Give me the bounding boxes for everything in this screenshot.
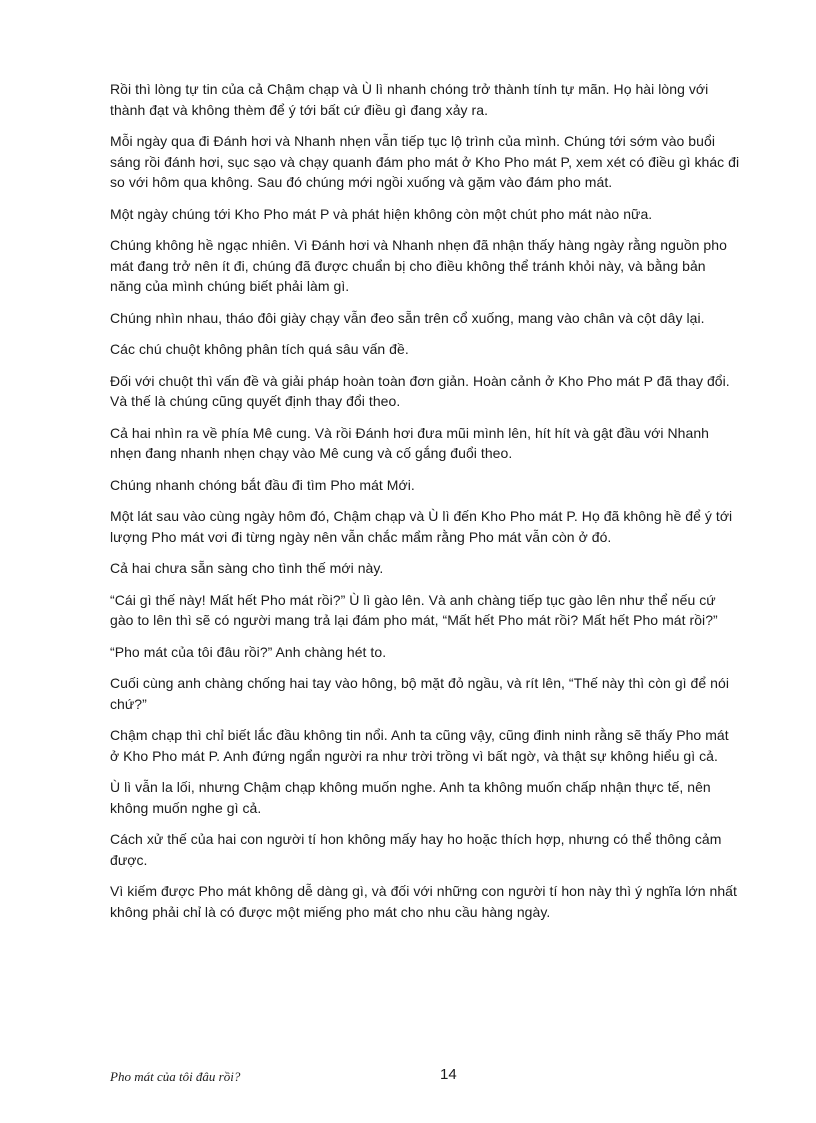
footer-book-title: Pho mát của tôi đâu rồi? <box>110 1069 241 1084</box>
paragraph: Chúng nhìn nhau, tháo đôi giày chạy vẫn đeo sẵn trên cổ xuống, mang vào chân và cột dây lại. <box>110 309 705 326</box>
paragraph: Các chú chuột không phân tích quá sâu vấn đề. <box>110 341 409 357</box>
paragraph: Vì kiếm được Pho mát không dễ dàng gì, và đối với những con người tí hon này thì ý nghĩa lớn nhất không phải chỉ là có được một miếng pho mát cho nhu cầu hàng ngày. <box>110 883 737 920</box>
paragraph: “Pho mát của tôi đâu rồi?” Anh chàng hét to. <box>110 643 387 660</box>
paragraph: Rồi thì lòng tự tin của cả Chậm chạp và Ù lì nhanh chóng trở thành tính tự mãn. Họ hài lòng với thành đạt và không thèm để ý tới bất cứ điều gì đang xảy ra. <box>110 81 709 118</box>
paragraph: Ù lì vẫn la lối, nhưng Chậm chạp không muốn nghe. Anh ta không muốn chấp nhận thực tế, nên không muốn nghe gì cả. <box>110 779 711 816</box>
paragraph: Cả hai nhìn ra về phía Mê cung. Và rồi Đánh hơi đưa mũi mình lên, hít hít và gật đầu với Nhanh nhẹn đang nhanh nhẹn chạy vào Mê cung và cố gắng đuổi theo. <box>110 424 709 461</box>
paragraph: Chúng nhanh chóng bắt đầu đi tìm Pho mát Mới. <box>110 476 415 493</box>
page-number: 14 <box>440 1066 457 1083</box>
paragraph: Cả hai chưa sẵn sàng cho tình thế mới này. <box>110 560 384 576</box>
body-text <box>110 79 740 933</box>
paragraph: Mỗi ngày qua đi Đánh hơi và Nhanh nhẹn vẫn tiếp tục lộ trình của mình. Chúng tới sớm vào buổi sáng rồi đánh hơi, sục sạo và chạy quanh đám pho mát ở Kho Pho mát P, xem xét có điều gì khác đi so với hôm qua không. Sau đó chúng mới ngồi xuống và gặm vào đám pho mát. <box>110 133 740 190</box>
paragraph: Cuối cùng anh chàng chống hai tay vào hông, bộ mặt đỏ ngầu, và rít lên, “Thế này thì còn gì để nói chứ?” <box>110 675 729 712</box>
paragraph: “Cái gì thế này! Mất hết Pho mát rồi?” Ù lì gào lên. Và anh chàng tiếp tục gào lên như thể nếu cứ gào to lên thì sẽ có người mang trả lại đám pho mát, “Mất hết Pho mát rồi? Mất hết Pho mát rồi?” <box>110 591 718 628</box>
paragraph: Một lát sau vào cùng ngày hôm đó, Chậm chạp và Ù lì đến Kho Pho mát P. Họ đã không hề để ý tới lượng Pho mát vơi đi từng ngày nên vẫn chắc mẩm rằng Pho mát vẫn còn ở đó. <box>110 508 733 545</box>
paragraph: Chúng không hề ngạc nhiên. Vì Đánh hơi và Nhanh nhẹn đã nhận thấy hàng ngày rằng nguồn pho mát đang trở nên ít đi, chúng đã được chuẩn bị cho điều không thể tránh khỏi này, và bằng bản năng của mình chúng biết phải làm gì. <box>110 237 727 294</box>
paragraph: Đối với chuột thì vấn đề và giải pháp hoàn toàn đơn giản. Hoàn cảnh ở Kho Pho mát P đã thay đổi. Và thế là chúng cũng quyết định thay đổi theo. <box>110 372 730 409</box>
paragraph: Cách xử thế của hai con người tí hon không mấy hay ho hoặc thích hợp, nhưng có thể thông cảm được. <box>110 831 722 868</box>
paragraph: Một ngày chúng tới Kho Pho mát P và phát hiện không còn một chút pho mát nào nữa. <box>110 205 653 222</box>
paragraph: Chậm chạp thì chỉ biết lắc đầu không tin nổi. Anh ta cũng vậy, cũng đinh ninh rằng sẽ thấy Pho mát ở Kho Pho mát P. Anh đứng ngẩn người ra như trời trồng vì bất ngờ, và thật sự không hiểu gì cả. <box>110 727 729 764</box>
